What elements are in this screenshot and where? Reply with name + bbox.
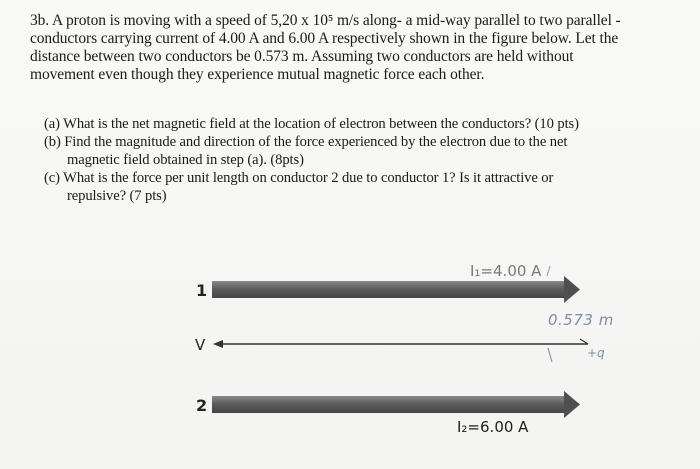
distance-tick-mark [548,348,552,362]
conductor-2-label: 2 [196,396,208,415]
handwritten-distance-note: 0.573 m [548,311,614,329]
handwritten-charge-note: +q [587,346,605,360]
conductor-1-arrow [212,276,580,303]
conductor-2-arrow [212,391,580,418]
conductor-1-label: 1 [196,281,208,300]
current-1-label: I₁=4.00 A [470,262,542,280]
question-line-1: 3b. A proton is moving with a speed of 5,20 x 10⁵ m/s along- a mid-way parallel to two parallel - [30,12,621,29]
question-line-2: conductors carrying current of 4.00 A and 6.00 A respectively shown in the figure below. Let the [30,30,619,47]
part-c-text-line-2: repulsive? (7 pts) [67,188,167,204]
velocity-line-arrow [213,339,588,348]
question-line-3: distance between two conductors be 0.573 m. Assuming two conductors are held without [30,48,574,65]
part-b-text-line-2: magnetic field obtained in step (a). (8pts) [67,152,304,168]
velocity-label: V [195,336,206,354]
part-c-text-line-1: (c) What is the force per unit length on conductor 2 due to conductor 1? Is it attractive or [44,170,554,186]
distance-guide-mark [547,266,550,276]
part-b-text-line-1: (b) Find the magnitude and direction of the force experienced by the electron due to the net [44,134,568,150]
part-a-text: (a) What is the net magnetic field at the location of electron between the conductors? (10 pts) [44,116,579,132]
current-2-label: I₂=6.00 A [457,418,529,436]
question-line-4: movement even though they experience mutual magnetic force each other. [30,66,485,83]
